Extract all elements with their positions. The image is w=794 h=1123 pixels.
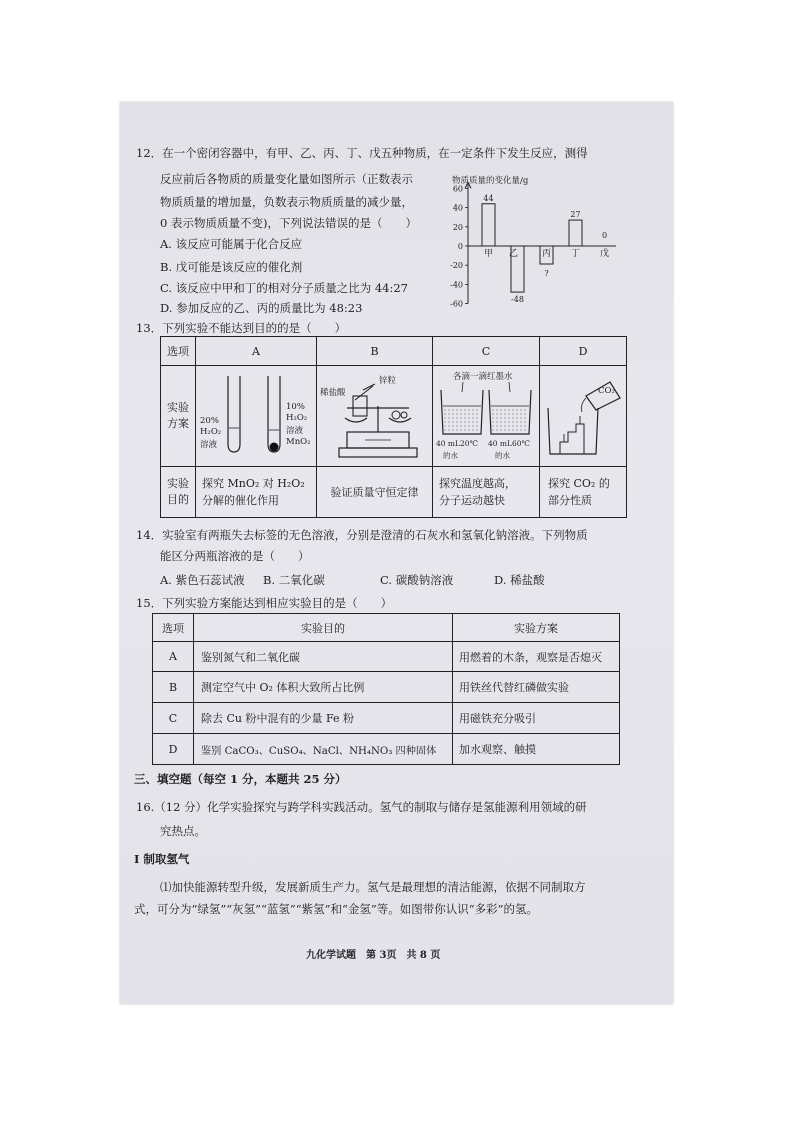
q13-header-b: B (317, 337, 433, 366)
balance-illustration (317, 366, 432, 466)
y-tick-label: 0 (457, 242, 463, 251)
q15-table (152, 613, 620, 765)
y-tick-label: -60 (450, 299, 463, 309)
q15-row-a (153, 642, 620, 672)
fig-c-top-label: 各滴一滴红墨水 (453, 372, 513, 382)
q13-figure-a (196, 366, 317, 467)
q13-header-a: A (196, 337, 317, 366)
q15-header-scheme: 实验方案 (453, 614, 620, 642)
fig-a-left-solution: 溶液 (200, 440, 218, 450)
q15-row-c-purpose: 除去 Cu 粉中混有的少量 Fe 粉 (194, 703, 453, 734)
y-tick-label: -20 (450, 261, 463, 271)
q12-option-c: C. 该反应中甲和丁的相对分子质量之比为 44:27 (160, 281, 408, 295)
q16-paragraph-line2: 式，可分为“绿氢”“灰氢”“蓝氢”“紫氢”和“金氢”等。如图带你认识“多彩”的氢。 (134, 902, 539, 916)
q13-header-c: C (433, 337, 540, 366)
q15-row-c (153, 703, 620, 734)
fig-a-left-pct: 20% (200, 416, 219, 426)
fig-a-right-mno2: MnO₂ (286, 437, 311, 447)
q12-line2: 反应前后各物质的质量变化量如图所示（正数表示 (160, 172, 413, 186)
q15-row-a-option: A (153, 642, 194, 672)
data-label: 44 (483, 193, 494, 203)
category-label: 甲 (483, 249, 494, 259)
q16-paragraph-line1: ⑴加快能源转型升级，发展新质生产力。氢气是最理想的清洁能源，依据不同制取方 (160, 880, 586, 894)
q15-row-d-scheme: 加水观察、触摸 (453, 734, 620, 765)
data-label: 27 (570, 210, 581, 220)
q13-purpose-c: 探究温度越高， 分子运动越快 (433, 467, 540, 518)
fig-a-right-solution: 溶液 (286, 426, 304, 436)
q13-purpose-a: 探究 MnO₂ 对 H₂O₂ 分解的催化作用 (196, 467, 317, 518)
fig-a-right-h2o2: H₂O₂ (286, 413, 308, 423)
q12-option-a: A. 该反应可能属于化合反应 (160, 237, 303, 251)
q12-option-d: D. 参加反应的乙、丙的质量比为 48:23 (160, 301, 363, 315)
y-tick-label: 20 (452, 222, 463, 232)
q13-figure-b (317, 366, 433, 467)
fig-b-zinc-label: 锌粒 (379, 376, 397, 386)
fig-c-right-vol: 40 mL60℃ (488, 439, 530, 448)
q15-row-d-option: D (153, 734, 194, 765)
category-label: 丁 (570, 249, 581, 259)
q14-option-b: B. 二氧化碳 (263, 573, 325, 587)
co2-pour-illustration (540, 366, 626, 466)
q13-row-purpose-label: 实验 目的 (161, 467, 196, 518)
q13-table (160, 336, 627, 518)
q15-row-a-scheme: 用燃着的木条，观察是否熄灭 (453, 642, 620, 672)
q14-line1: 14．实验室有两瓶失去标签的无色溶液，分别是澄清的石灰水和氢氧化钠溶液。下列物质 (136, 528, 588, 542)
q13-header-d: D (540, 337, 627, 366)
fig-c-left-vol: 40 mL20℃ (436, 439, 478, 448)
category-label: 乙 (508, 249, 519, 259)
y-tick-label: 60 (452, 184, 463, 194)
category-label: 丙 (541, 249, 552, 259)
q14-line2: 能区分两瓶溶液的是（ ） (160, 549, 310, 563)
q13-purpose-d: 探究 CO₂ 的 部分性质 (540, 467, 627, 518)
q13-row-scheme-label: 实验 方案 (161, 366, 196, 467)
q15-row-c-option: C (153, 703, 194, 734)
q14-option-c: C. 碳酸钠溶液 (380, 573, 454, 587)
q15-row-b-purpose: 测定空气中 O₂ 体积大致所占比例 (194, 672, 453, 703)
fig-a-left-h2o2: H₂O₂ (200, 427, 222, 437)
chart-title: 物质质量的变化量/g (452, 176, 529, 186)
q15-row-b-option: B (153, 672, 194, 703)
section-3-heading: 三、填空题（每空 1 分，本题共 25 分） (134, 772, 347, 786)
q14-option-a: A. 紫色石蕊试液 (160, 573, 245, 587)
q15-row-d-purpose: 鉴别 CaCO₃、CuSO₄、NaCl、NH₄NO₃ 四种固体 (194, 734, 453, 765)
bar (482, 204, 495, 246)
page-footer: 九化学试题 第 3页 共 8 页 (306, 950, 441, 961)
mass-change-bar-chart (430, 172, 620, 320)
q13-figure-c (433, 366, 540, 467)
category-label: 戊 (599, 249, 610, 259)
q13-figure-d (540, 366, 627, 467)
q15-row-b (153, 672, 620, 703)
q12-option-b: B. 戊可能是该反应的催化剂 (160, 260, 303, 274)
data-label: 0 (601, 231, 608, 240)
y-tick-label: 40 (452, 203, 463, 213)
q15-row-c-scheme: 用磁铁充分吸引 (453, 703, 620, 734)
q15-row-a-purpose: 鉴别氮气和二氧化碳 (194, 642, 453, 672)
q15-stem: 15．下列实验方案能达到相应实验目的是（ ） (136, 596, 393, 610)
q13-stem: 13．下列实验不能达到目的的是（ ） (136, 321, 347, 335)
q16-line1: 16.（12 分）化学实验探究与跨学科实践活动。氢气的制取与储存是氢能源利用领域的研 (136, 800, 587, 814)
q13-header-option: 选项 (161, 337, 196, 366)
q12-line3: 物质质量的增加量，负数表示物质质量的减少量， (160, 195, 413, 209)
q15-header-option: 选项 (153, 614, 194, 642)
q12-line4: 0 表示物质质量不变)，下列说法错误的是（ ） (160, 216, 417, 230)
fig-c-left-water: 的水 (443, 451, 458, 460)
q15-row-d (153, 734, 620, 765)
data-label: ? (544, 269, 549, 278)
q15-row-b-scheme: 用铁丝代替红磷做实验 (453, 672, 620, 703)
fig-b-acid-label: 稀盐酸 (320, 388, 346, 398)
q12-line1: 12．在一个密闭容器中，有甲、乙、丙、丁、戊五种物质，在一定条件下发生反应，测得 (136, 146, 588, 160)
bar (569, 220, 582, 246)
q13-purpose-b: 验证质量守恒定律 (317, 467, 433, 518)
q16-line2: 究热点。 (160, 824, 206, 838)
q15-header-purpose: 实验目的 (194, 614, 453, 642)
q16-subheading: Ⅰ 制取氢气 (134, 852, 190, 866)
fig-c-right-water: 的水 (495, 451, 510, 460)
q14-option-d: D. 稀盐酸 (494, 573, 545, 587)
y-tick-label: -40 (450, 280, 463, 290)
data-label: -48 (511, 295, 524, 305)
fig-d-co2-label: CO₂ (598, 386, 615, 396)
fig-a-right-pct: 10% (286, 402, 305, 412)
